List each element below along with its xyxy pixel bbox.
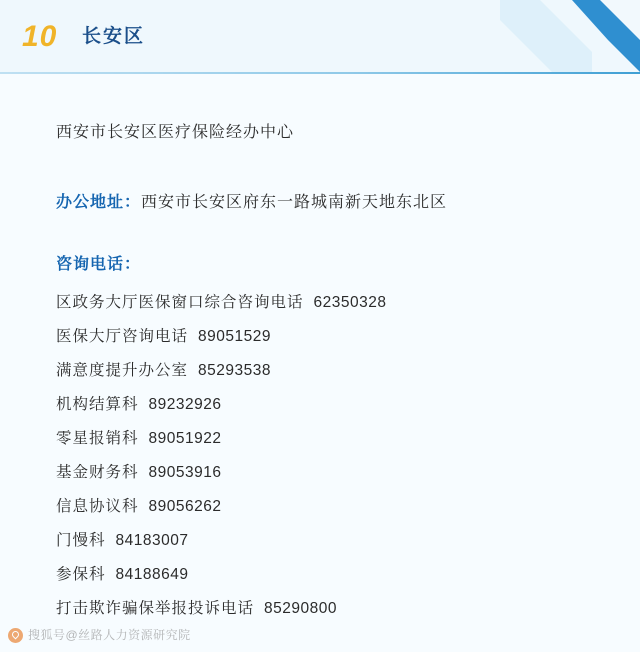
chevron-decoration-icon: [480, 0, 640, 72]
phone-number: 85290800: [264, 600, 337, 617]
phone-name: 机构结算科: [56, 396, 139, 413]
phones-section-label: 咨询电话：: [56, 256, 142, 273]
phone-number: 84188649: [115, 566, 189, 583]
phone-name: 打击欺诈骗保举报投诉电话: [56, 600, 255, 617]
card-body: [0, 74, 640, 652]
address-value: 西安市长安区府东一路城南新天地东北区: [141, 194, 448, 211]
phone-number: 89056262: [148, 498, 222, 515]
phone-number: 89232926: [148, 396, 222, 413]
list-item: [56, 292, 596, 313]
list-item: [56, 462, 596, 483]
phone-name: 区政务大厅医保窗口综合咨询电话: [56, 294, 304, 311]
page-title: 长安区: [82, 26, 146, 47]
sohu-logo-icon: [8, 628, 23, 643]
phone-name: 满意度提升办公室: [56, 362, 189, 379]
list-item: [56, 326, 596, 347]
phone-name: 零星报销科: [56, 430, 139, 447]
address-label: 办公地址：: [56, 194, 142, 211]
phone-name: 医保大厅咨询电话: [56, 328, 189, 345]
list-item: [56, 394, 596, 415]
watermark-text: 搜狐号@丝路人力资源研究院: [28, 627, 191, 642]
phone-name: 参保科: [56, 566, 106, 583]
phone-number: 85293538: [198, 362, 271, 379]
item-number: 10: [22, 20, 58, 53]
card-header: [0, 0, 640, 72]
phone-number: 89051922: [148, 430, 222, 447]
address-row: [56, 192, 447, 214]
list-item: [56, 530, 596, 551]
phone-number: 84183007: [115, 532, 189, 549]
list-item: [56, 564, 596, 585]
watermark: [8, 626, 191, 644]
list-item: [56, 360, 596, 381]
phone-name: 门慢科: [56, 532, 106, 549]
phone-number: 89053916: [148, 464, 222, 481]
phone-number: 62350328: [313, 294, 387, 311]
list-item: [56, 428, 596, 449]
phone-number: 89051529: [198, 328, 271, 345]
phone-list: [56, 292, 596, 632]
organization-name: 西安市长安区医疗保险经办中心: [56, 124, 295, 141]
phone-name: 基金财务科: [56, 464, 139, 481]
header-inner: [0, 0, 640, 72]
list-item: [56, 598, 596, 619]
phone-name: 信息协议科: [56, 498, 139, 515]
list-item: [56, 496, 596, 517]
